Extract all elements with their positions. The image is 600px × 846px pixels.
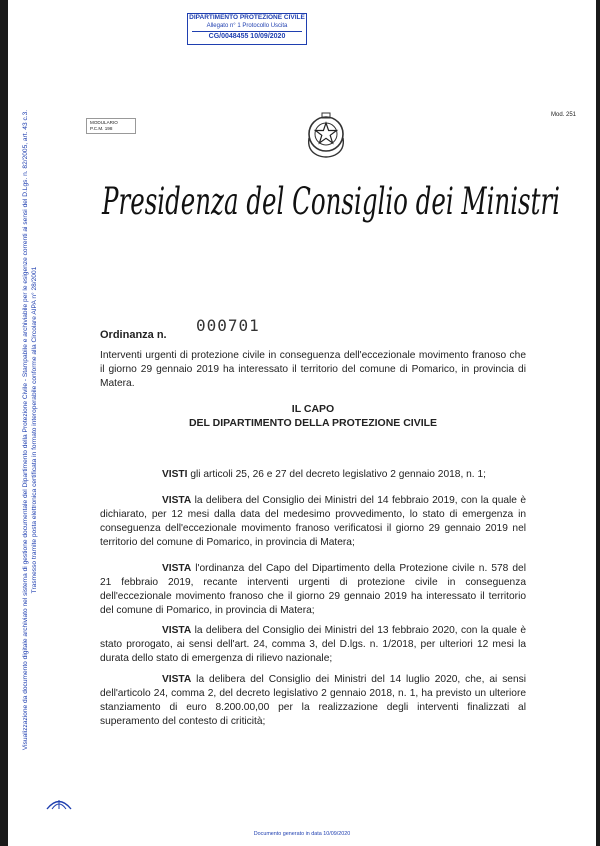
presidency-title-text: Presidenza del Consiglio dei Ministri — [101, 180, 561, 223]
ordinance-subject: Interventi urgenti di protezione civile in conseguenza dell'eccezionale movimento franoso che il giorno 29 gennaio 2019 ha interessato il territorio del comune di Pomarico, in provincia di Matera. — [100, 350, 526, 389]
preamble-text: la delibera del Consiglio dei Ministri del 14 luglio 2020, che, ai sensi dell'articolo 24, comma 2, del decreto legislativo 2 gennaio 2018, n. 1, ha previsto un ulteriore stanziamento di euro 8.200.00,00 per la realizzazione degli interventi finalizzati al superamento del contesto di criticità; — [100, 674, 526, 727]
preamble-text: la delibera del Consiglio dei Ministri del 14 febbraio 2019, con la quale è dichiarato, per 12 mesi dalla data del medesimo provvedimento, lo stato di emergenza in conseguenza dell'eccezionale movimento franoso verificatosi il giorno 29 gennaio 2019 nel territorio del comune di Pomarico, in provincia di Matera; — [100, 495, 526, 548]
modulario-code: P.C.M. 198 — [90, 126, 113, 131]
modulario-label: MODULARIO — [90, 120, 118, 125]
stamp-divider — [192, 31, 302, 32]
side-note — [12, 40, 48, 820]
capo-heading — [100, 402, 526, 430]
side-note-text — [21, 40, 39, 820]
preamble-lead: VISTA — [162, 495, 192, 506]
ordinance-label: Ordinanza n. — [100, 329, 167, 341]
preamble-lead: VISTI — [162, 469, 188, 480]
presidency-title — [96, 172, 566, 230]
preamble-text: l'ordinanza del Capo del Dipartimento della Protezione civile n. 578 del 21 febbraio 2019, recante interventi urgenti di protezione civile in conseguenza dell'eccezionale movimento franoso che il giorno 29 gennaio 2019 ha interessato il territorio del comune di Pomarico, in provincia di Matera; — [100, 563, 526, 616]
generation-footer: Documento generato in data 10/09/2020 — [253, 831, 351, 837]
preamble-lead: VISTA — [162, 625, 192, 636]
protocol-stamp — [187, 13, 307, 45]
civil-protection-logo-icon — [46, 796, 72, 810]
preamble-text: la delibera del Consiglio dei Ministri del 13 febbraio 2020, con la quale è stato prorogato, ai sensi dell'art. 24, comma 3, del D.lgs. n. 1/2018, per ulteriori 12 mesi la durata dello stato di emergenza di rilievo nazionale; — [100, 625, 526, 664]
preamble-lead: VISTA — [162, 563, 192, 574]
stamp-protocol: CG/0048455 10/09/2020 — [208, 33, 286, 40]
model-code: Mod. 251 — [551, 112, 577, 118]
stamp-attachment: Allegato n° 1 Protocollo Uscita — [206, 23, 288, 29]
ordinance-number: 000701 — [196, 316, 260, 335]
preamble-paragraph — [100, 673, 526, 729]
preamble-text: gli articoli 25, 26 e 27 del decreto legislativo 2 gennaio 2018, n. 1; — [187, 469, 486, 480]
preamble-paragraph — [100, 494, 526, 550]
document-page — [8, 0, 596, 846]
preamble-paragraph — [100, 468, 526, 482]
side-note-line-2: Trasmesso tramite posta elettronica certificata in formato interoperabile conforme alla Circolare AIPA n° 28/2001 — [31, 266, 38, 594]
italian-emblem-icon — [303, 110, 349, 160]
capo-heading-line-1: IL CAPO — [291, 403, 335, 415]
preamble-lead: VISTA — [162, 674, 192, 685]
preamble-paragraph — [100, 624, 526, 666]
stamp-department: DIPARTIMENTO PROTEZIONE CIVILE — [189, 14, 305, 21]
capo-heading-line-2: DEL DIPARTIMENTO DELLA PROTEZIONE CIVILE — [188, 417, 438, 429]
side-note-line-1: Visualizzazione da documento digitale archiviato nel sistema di gestione documentale del Dipartimento della Protezione Civile - Stampabile e archiviabile per le esigenze correnti ai sensi del D.Lgs. n. 82/2005, art. 43 c.3. — [22, 109, 29, 751]
preamble-paragraph — [100, 562, 526, 618]
modulario-box — [86, 118, 136, 134]
